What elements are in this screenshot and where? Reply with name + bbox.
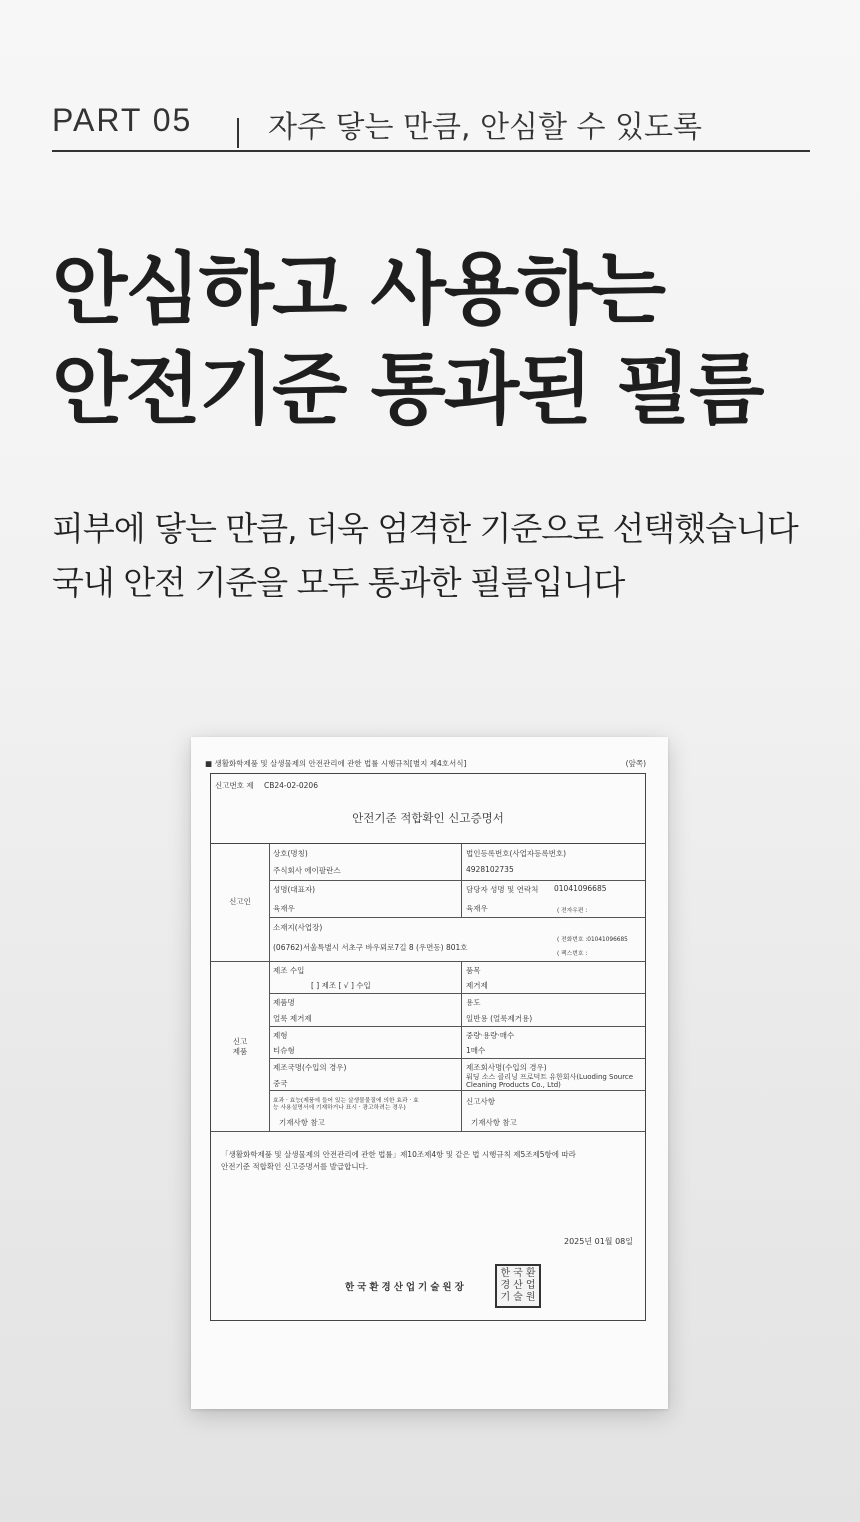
certificate-frame <box>210 773 646 1321</box>
seal-char: 국 <box>513 1268 523 1279</box>
effect-label-line-2: 능 사용설명서에 기재하거나 표시 · 광고하려는 경우) <box>273 1105 406 1111</box>
section-product-line-2: 제품 <box>232 1047 248 1056</box>
section-product-line-1: 신고 <box>232 1037 248 1046</box>
country-label: 제조국명(수입의 경우) <box>273 1063 347 1072</box>
section-product <box>211 1037 269 1057</box>
subtext-line-2: 국내 안전 기준을 모두 통과한 필름입니다 <box>52 563 625 602</box>
report-value: 기재사항 참고 <box>471 1118 517 1127</box>
contact-label: 담당자 성명 및 연락처 <box>466 885 539 894</box>
tel-value: ( 전화번호 :01041096685 <box>557 937 628 943</box>
address-label: 소재지(사업장) <box>273 923 323 932</box>
form-reference: ■ 생활화학제품 및 살생물제의 안전관리에 관한 법률 시행규칙[별지 제4호서식] <box>205 759 467 768</box>
subtext-line-1: 피부에 닿는 만큼, 더욱 엄격한 기준으로 선택했습니다 <box>52 509 798 548</box>
effect-label-line-1: 효과 · 효능(제품에 들어 있는 살생물물질에 의한 효과 · 효 <box>273 1098 419 1104</box>
official-seal <box>495 1264 541 1308</box>
headline <box>52 240 762 440</box>
reg-no-label: 신고번호 제 <box>215 781 254 790</box>
seal-char: 경 <box>500 1280 511 1291</box>
corp-reg-value: 4928102735 <box>466 865 514 874</box>
seal-char: 원 <box>525 1292 536 1303</box>
country-value: 중국 <box>273 1079 288 1088</box>
product-name-label: 제품명 <box>273 998 295 1007</box>
mfg-options: [ ] 제조 [ √ ] 수입 <box>311 981 371 990</box>
notice-line-1: 「생활화학제품 및 살생물제의 안전관리에 관한 법률」제10조제4항 및 같은 법 시행규칙 제5조제5항에 따라 <box>221 1150 576 1159</box>
part-divider <box>237 118 239 148</box>
certificate-table <box>211 843 645 1131</box>
address-value: (06762)서울특별시 서초구 바우뫼로7길 8 (우면동) 801호 <box>273 943 468 952</box>
issuer-name: 한국환경산업기술원장 <box>345 1282 467 1293</box>
company-value: 주식회사 에이팔란스 <box>273 866 341 875</box>
table-rule <box>269 844 270 1131</box>
corp-reg-label: 법인등록번호(사업자등록번호) <box>466 849 567 858</box>
company-label: 상호(명칭) <box>273 849 308 858</box>
table-rule <box>269 1058 645 1059</box>
item-value: 제거제 <box>466 981 488 990</box>
part-label: PART 05 <box>52 102 193 138</box>
table-rule <box>211 1131 645 1132</box>
report-label: 신고사항 <box>466 1097 495 1106</box>
table-rule <box>211 961 645 962</box>
certificate-document <box>191 737 668 1409</box>
maker-value-line-2: Cleaning Products Co., Ltd) <box>466 1081 561 1089</box>
email-label: ( 전자우편 : <box>557 908 588 914</box>
weight-label: 중량·용량·매수 <box>466 1031 515 1040</box>
product-name-value: 얼룩 제거제 <box>273 1014 312 1023</box>
page-side: (앞쪽) <box>625 759 646 768</box>
rep-label: 성명(대표자) <box>273 885 316 894</box>
table-rule <box>269 1026 645 1027</box>
seal-char: 산 <box>513 1280 523 1291</box>
reg-no-value: CB24-02-0206 <box>264 781 318 790</box>
seal-char: 한 <box>500 1268 511 1279</box>
maker-label: 제조회사명(수입의 경우) <box>466 1063 547 1072</box>
effect-value: 기재사항 참고 <box>279 1118 325 1127</box>
use-label: 용도 <box>466 998 481 1007</box>
table-rule <box>269 880 645 881</box>
weight-value: 1매수 <box>466 1046 486 1055</box>
subtext <box>52 502 798 610</box>
table-rule <box>461 961 462 1131</box>
use-value: 일반용 (얼룩제거용) <box>466 1014 533 1023</box>
form-type-label: 제형 <box>273 1031 288 1040</box>
rep-value: 육재우 <box>273 904 295 913</box>
form-type-value: 티슈형 <box>273 1046 295 1055</box>
contact-phone: 01041096685 <box>554 884 607 893</box>
seal-char: 술 <box>513 1292 523 1303</box>
table-rule <box>269 917 645 918</box>
table-rule <box>269 1090 645 1091</box>
section-applicant: 신고인 <box>229 897 251 906</box>
item-label: 품목 <box>466 966 481 975</box>
headline-line-2: 안전기준 통과된 필름 <box>52 345 763 435</box>
registration-number <box>215 780 318 791</box>
mfg-label: 제조 수입 <box>273 966 305 975</box>
part-header <box>52 96 810 152</box>
table-rule <box>461 844 462 917</box>
fax-label: ( 팩스번호 : <box>557 951 588 957</box>
table-rule <box>269 993 645 994</box>
seal-char: 환 <box>525 1268 536 1279</box>
headline-line-1: 안심하고 사용하는 <box>52 245 664 335</box>
seal-char: 업 <box>525 1280 536 1291</box>
notice-line-2: 안전기준 적합확인 신고증명서를 발급합니다. <box>221 1162 369 1171</box>
maker-value-line-1: 뤄딩 소스 클리닝 프로덕트 유한회사(Luoding Source <box>466 1073 634 1081</box>
certificate-title: 안전기준 적합확인 신고증명서 <box>352 811 504 825</box>
seal-char: 기 <box>500 1292 511 1303</box>
issue-date: 2025년 01월 08일 <box>564 1237 633 1246</box>
contact-name: 육재우 <box>466 904 488 913</box>
issuance-notice <box>221 1149 576 1173</box>
part-title: 자주 닿는 만큼, 안심할 수 있도록 <box>268 110 702 145</box>
